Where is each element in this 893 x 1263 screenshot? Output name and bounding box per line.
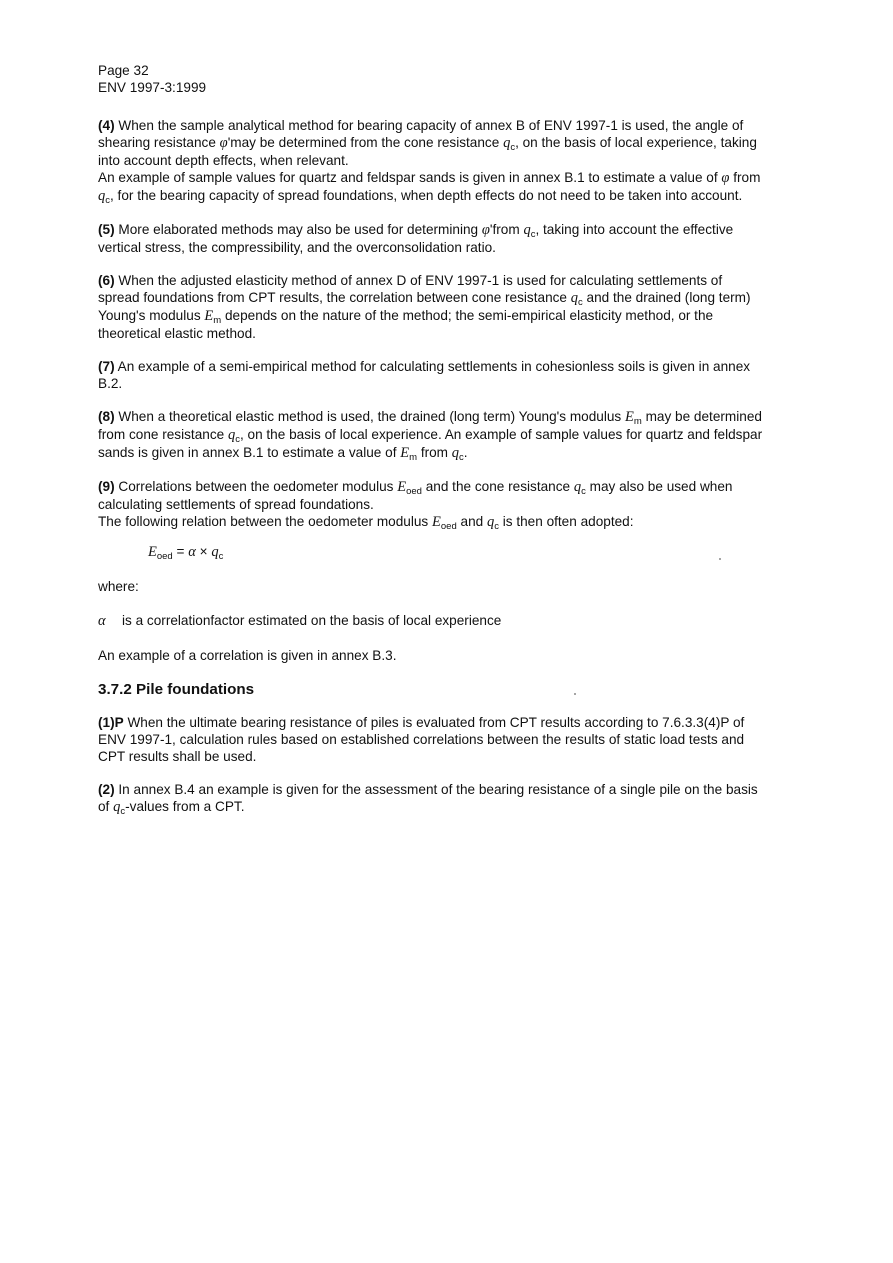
q-symbol: q [570,290,579,306]
document-page [98,62,763,832]
paragraph-number: (2) [98,782,115,797]
e-symbol: E [400,445,410,461]
e-symbol: E [204,308,214,324]
paragraph-number: (4) [98,118,115,133]
e-symbol: E [625,409,634,425]
paragraph-example: An example of a correlation is given in annex B.3. [98,648,397,663]
scan-speck [719,558,721,560]
q-symbol: q [573,479,582,495]
q-symbol: q [211,544,219,560]
alpha-symbol: α [98,613,106,629]
paragraph-number: (7) [98,359,115,374]
paragraph-7: (7) An example of a semi-empirical method for calculating settlements in cohesionless soils is given in annex B.2. [98,359,751,391]
paragraph-number: (5) [98,222,115,237]
q-symbol: q [451,445,460,461]
q-symbol: q [486,514,495,530]
paragraph-4: (4) When the sample analytical method for bearing capacity of annex B of ENV 1997-1 is used, the angle of shearing resistance φ'may be determined from the cone resistance $q_c$, on the basis of local experience, taking into account depth effects, when relevant. An example of sample values for quartz and feldspar sands is given in annex B.1 to estimate a value of φ from $q_c$, for the bearing capacity of spread foundations, when depth effects do not need to be taken into account. [98,118,761,206]
phi-symbol: φ [219,135,228,151]
page-number: Page 32 [98,63,149,78]
section-heading: 3.7.2 Pile foundations [98,681,255,698]
alpha-symbol: α [188,544,196,560]
phi-symbol: φ [481,222,490,238]
paragraph-6: (6) When the adjusted elasticity method of annex D of ENV 1997-1 is used for calculating settlements of spread foundations from CPT results, the correlation between cone resistance $q_c$ and the drained (long term) Young's modulus $E_m$ depends on the nature of the method; the semi-empirical elasticity method, or the theoretical elastic method. [98,273,751,341]
e-symbol: E [148,544,157,560]
paragraph-number: (8) [98,409,115,424]
page-header [98,62,763,96]
paragraph-8: (8) When a theoretical elastic method is used, the drained (long term) Young's modulus $E_m$ may be determined from cone resistance $q_c$, on the basis of local experience. An example of sample values for quartz and feldspar sands is given in annex B.1 to estimate a value of $E_m$ from $q_c$. [98,409,763,463]
standard-reference: ENV 1997-3:1999 [98,80,207,95]
paragraph-number: (1)P [98,715,124,730]
scan-speck [574,693,576,695]
phi-symbol: φ [721,170,730,186]
q-symbol: q [523,222,531,238]
q-symbol: q [503,135,511,151]
paragraph-1P: (1)P When the ultimate bearing resistance of piles is evaluated from CPT results according to 7.6.3.3(4)P of ENV 1997-1, calculation rules based on established correlations between the results of static load tests and CPT results shall be used. [98,715,745,764]
q-symbol: q [98,188,106,204]
where-label: where: [98,579,139,594]
paragraph-number: (6) [98,273,115,288]
paragraph-number: (9) [98,479,115,494]
paragraph-2: (2) In annex B.4 an example is given for the assessment of the bearing resistance of a single pile on the basis of $q_c$-values from a CPT. [98,782,758,817]
paragraph-5: (5) More elaborated methods may also be used for determining φ'from $q_c$, taking into account the effective vertical stress, the compressibility, and the overconsolidation ratio. [98,222,734,255]
e-symbol: E [432,514,441,530]
e-symbol: E [397,479,407,495]
q-symbol: q [113,799,121,815]
paragraph-9: (9) Correlations between the oedometer modulus $E_{oed}$ and the cone resistance $q_c$ may also be used when calculating settlements of spread foundations. The following relation between the oedometer modulus $E_{oed}$ and $q_c$ is then often adopted: [98,479,733,532]
alpha-definition: α is a correlationfactor estimated on the basis of local experience [98,613,502,629]
q-symbol: q [227,427,236,443]
oedometer-formula: $E_{oed} = \alpha \times q_c$ [148,544,224,562]
